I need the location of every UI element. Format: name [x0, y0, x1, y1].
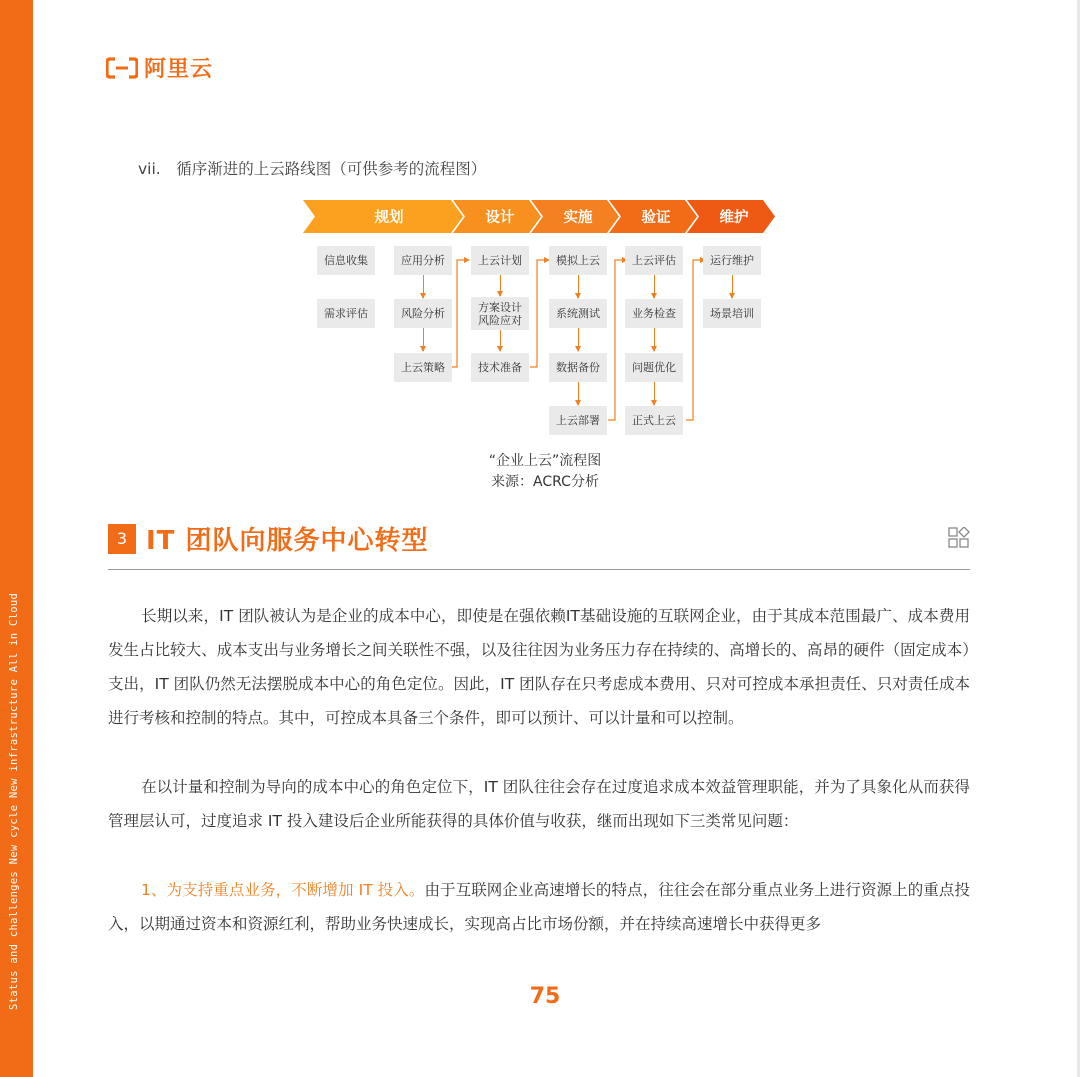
arrow-down: [423, 328, 424, 351]
aliyun-logo: [106, 52, 213, 83]
paragraph-3: [108, 873, 970, 941]
step-cloud-plan: 上云计划: [471, 246, 529, 275]
paragraph-2: [108, 770, 970, 838]
step-business-check: 业务检查: [625, 299, 683, 328]
phase-plan: 规划: [374, 210, 404, 226]
figure-caption: “企业上云”流程图: [488, 453, 602, 469]
figure-heading: vii. 循序渐进的上云路线图（可供参考的流程图）: [138, 160, 487, 178]
paragraph-3-text: 由于互联网企业高速增长的特点，往往会在部分重点业务上进行资源上的重点投入，以期通过资本和资源红利，帮助业务快速成长，实现高占比市场份额，并在持续高速增长中获得更多: [108, 881, 970, 933]
paragraph-2-text: 在以计量和控制为导向的成本中心的角色定位下，IT 团队往往会存在过度追求成本效益管理职能，并为了具象化从而获得管理层认可，过度追求 IT 投入建设后企业所能获得的具体价值与收获，继而出现如下三类常见问题：: [108, 778, 970, 830]
phase-implement: 实施: [563, 210, 593, 226]
arrow-down: [423, 275, 424, 298]
arrow-down: [654, 382, 655, 405]
page-number: 75: [529, 984, 561, 1009]
step-app-analysis: 应用分析: [394, 246, 452, 275]
aliyun-logo-icon: [106, 56, 138, 80]
phase-maintain: 维护: [719, 210, 749, 226]
step-cloud-deploy: 上云部署: [549, 406, 607, 435]
paragraph-1-text: 长期以来，IT 团队被认为是企业的成本中心，即使是在强依赖IT基础设施的互联网企业，由于其成本范围最广、成本费用发生占比较大、成本支出与业务增长之间关联性不强，以及往往因为业务压力存在持续的、高增长的、高昂的硬件（固定成本）支出，IT 团队仍然无法摆脱成本中心的角色定位。因此，IT 团队存在只考虑成本费用、只对可控成本承担责任、只对责任成本进行考核和控制的特点。其中，可控成本具备三个条件，即可以预计、可以计量和可以控制。: [108, 607, 970, 727]
phase-verify: 验证: [641, 210, 671, 226]
figure-source: 来源：ACRC分析: [491, 474, 599, 490]
step-solution-design: 方案设计 风险应对: [471, 297, 529, 330]
paragraph-1: [108, 599, 970, 735]
grid-diamond-icon: [948, 527, 970, 549]
section-header: [108, 520, 428, 557]
step-go-live: 正式上云: [625, 406, 683, 435]
phase-design: 设计: [485, 210, 515, 226]
arrow-down: [654, 328, 655, 351]
step-tech-prep: 技术准备: [471, 353, 529, 382]
step-operate-maintain: 运行维护: [703, 246, 761, 275]
arrow-down: [578, 382, 579, 405]
section-divider: [108, 569, 970, 570]
step-scenario-training: 场景培训: [703, 299, 761, 328]
section-number: 3: [108, 524, 136, 554]
step-system-test: 系统测试: [549, 299, 607, 328]
step-data-backup: 数据备份: [549, 353, 607, 382]
step-issue-optimize: 问题优化: [625, 353, 683, 382]
step-simulate-cloud: 模拟上云: [549, 246, 607, 275]
step-info-collect: 信息收集: [317, 246, 375, 275]
paragraph-3-highlight: 1、为支持重点业务，不断增加 IT 投入。: [141, 881, 425, 899]
arrow-down: [654, 275, 655, 298]
step-requirement-eval: 需求评估: [317, 299, 375, 328]
arrow-down: [500, 330, 501, 351]
step-risk-analysis: 风险分析: [394, 299, 452, 328]
arrow-down: [578, 328, 579, 351]
arrow-down: [500, 275, 501, 296]
step-cloud-eval: 上云评估: [625, 246, 683, 275]
section-title: IT 团队向服务中心转型: [146, 526, 429, 556]
sidebar-stripe: [0, 0, 33, 1077]
arrow-down: [732, 275, 733, 298]
logo-text: 阿里云: [144, 57, 214, 82]
arrow-down: [578, 275, 579, 298]
step-cloud-strategy: 上云策略: [394, 353, 452, 382]
sidebar-tagline: Status and challenges New cycle New infrastructure All in Cloud: [8, 592, 20, 1010]
